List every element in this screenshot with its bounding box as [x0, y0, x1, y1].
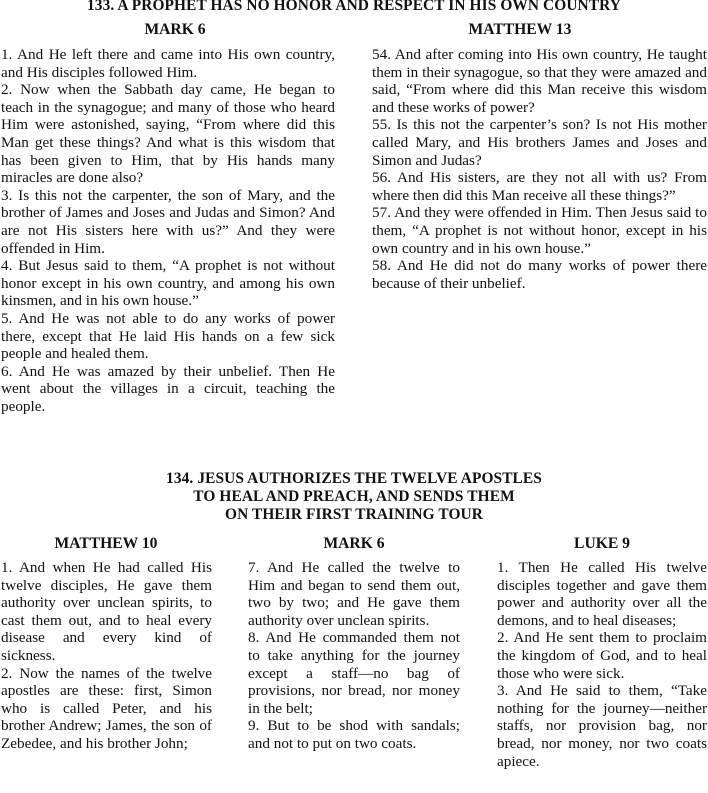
verse: 1. And He left there and came into His own country, and His disciples followed Him. [1, 46, 335, 81]
column-heading-luke-9: LUKE 9 [574, 535, 630, 552]
section-134-title-line-3: ON THEIR FIRST TRAINING TOUR [225, 506, 483, 523]
verse: 7. And He called the twelve to Him and began to send them out, two by two; and He gave them authority over unclean spirits. [248, 559, 460, 629]
verse: 1. Then He called His twelve disciples together and gave them power and authority over all the demons, and to heal diseases; [497, 559, 707, 629]
column-heading-mark-6b: MARK 6 [323, 535, 385, 552]
verse: 3. Is this not the carpenter, the son of Mary, and the brother of James and Joses and Judas and Simon? And are not His sisters here with us?” And they were offended in Him. [1, 186, 335, 257]
column-heading-matthew-10: MATTHEW 10 [54, 535, 158, 552]
verse: 2. And He sent them to proclaim the kingdom of God, and to heal those who were sick. [497, 629, 707, 682]
verse: 6. And He was amazed by their unbelief. Then He went about the villages in a circuit, teaching the people. [1, 362, 335, 415]
section-134-title-line-1: 134. JESUS AUTHORIZES THE TWELVE APOSTLES [166, 470, 542, 487]
column-matthew-10 [1, 559, 212, 753]
verse: 5. And He was not able to do any works of power there, except that He laid His hands on a few sick people and healed them. [1, 309, 335, 363]
verse: 57. And they were offended in Him. Then Jesus said to them, “A prophet is not without honor, except in his own country and in his own house.” [372, 204, 707, 257]
verse: 55. Is this not the carpenter’s son? Is not His mother called Mary, and His brothers James and Joses and Simon and Judas? [372, 116, 707, 169]
column-mark-6 [1, 46, 335, 415]
section-133-title: 133. A PROPHET HAS NO HONOR AND RESPECT IN HIS OWN COUNTRY [86, 0, 622, 14]
verse: 1. And when He had called His twelve disciples, He gave them authority over unclean spirits, to cast them out, and to heal every disease and every kind of sickness. [1, 559, 212, 664]
verse: 56. And His sisters, are they not all with us? From where then did this Man receive all these things?” [372, 169, 707, 204]
verse: 4. But Jesus said to them, “A prophet is not without honor except in his own country, and among his own kinsmen, and in his own house.” [1, 257, 335, 310]
verse: 2. Now the names of the twelve apostles are these: first, Simon who is called Peter, and his brother Andrew; James, the son of Zebedee, and his brother John; [1, 664, 212, 752]
verse: 58. And He did not do many works of power there because of their unbelief. [372, 257, 707, 292]
column-heading-matthew-13: MATTHEW 13 [468, 21, 572, 38]
verse: 2. Now when the Sabbath day came, He began to teach in the synagogue; and many of those who heard Him were astonished, saying, “From where did this Man get these things? And what is this wisdom that has been given to Him, that by His hands many miracles are done also? [1, 81, 335, 187]
column-matthew-13 [372, 46, 707, 292]
verse: 8. And He commanded them not to take anything for the journey except a staff—no bag of provisions, nor bread, nor money in the belt; [248, 629, 460, 717]
column-mark-6b [248, 559, 460, 753]
verse: 54. And after coming into His own country, He taught them in their synagogue, so that they were amazed and said, “From where did this Man receive this wisdom and these works of power? [372, 46, 707, 116]
verse: 9. But to be shod with sandals; and not to put on two coats. [248, 717, 460, 752]
verse: 3. And He said to them, “Take nothing for the journey—neither staffs, nor provision bag, nor bread, nor money, nor two coats apiece. [497, 682, 707, 770]
column-heading-mark-6: MARK 6 [144, 21, 206, 38]
column-luke-9 [497, 559, 707, 770]
section-134-title-line-2: TO HEAL AND PREACH, AND SENDS THEM [193, 488, 515, 505]
